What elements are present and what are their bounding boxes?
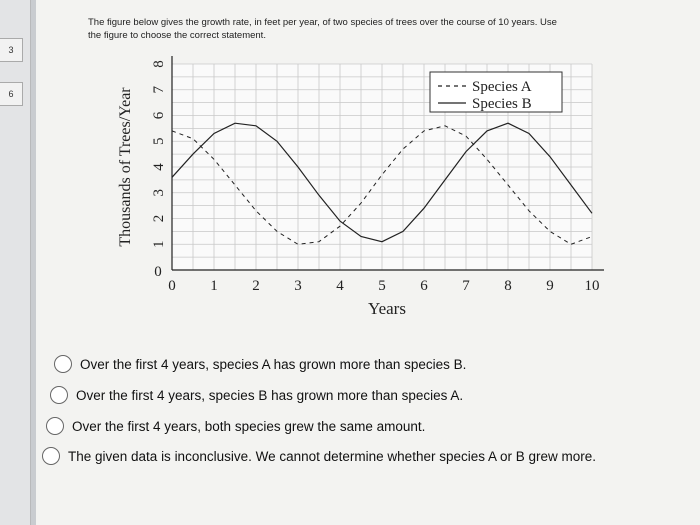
option-label: The given data is inconclusive. We cannot determine whether species A or B grew more. bbox=[68, 449, 597, 464]
option-label: Over the first 4 years, species B has grown more than species A. bbox=[76, 388, 464, 403]
radio-icon[interactable] bbox=[42, 447, 60, 465]
y-tick-label: 5 bbox=[151, 137, 167, 145]
legend-label: Species B bbox=[472, 96, 532, 112]
answer-option-b[interactable] bbox=[50, 385, 463, 406]
side-panel bbox=[0, 0, 31, 525]
y-tick-label: 8 bbox=[151, 60, 167, 68]
radio-icon[interactable] bbox=[54, 355, 72, 373]
legend-label: Species A bbox=[472, 79, 532, 95]
x-tick-label: 8 bbox=[504, 278, 512, 294]
x-axis-label: Years bbox=[368, 299, 406, 318]
tab-6[interactable]: 6 bbox=[0, 82, 23, 106]
x-tick-label: 1 bbox=[210, 278, 218, 294]
y-tick-label: 1 bbox=[151, 240, 167, 248]
question-page bbox=[36, 0, 700, 525]
question-text: The figure below gives the growth rate, in feet per year, of two species of trees over the course of 10 years. Use the figure to choose the correct statement. bbox=[88, 17, 557, 41]
y-tick-label: 7 bbox=[151, 86, 167, 94]
y-tick-label: 0 bbox=[154, 264, 162, 280]
answer-option-d[interactable] bbox=[42, 446, 602, 467]
y-tick-label: 3 bbox=[151, 189, 167, 197]
radio-icon[interactable] bbox=[46, 417, 64, 435]
legend bbox=[430, 72, 562, 112]
y-tick-label: 4 bbox=[151, 163, 167, 171]
x-tick-label: 5 bbox=[378, 278, 386, 294]
growth-chart bbox=[72, 50, 632, 340]
x-tick-label: 10 bbox=[584, 278, 600, 294]
x-tick-label: 0 bbox=[168, 278, 176, 294]
x-tick-label: 7 bbox=[462, 278, 470, 294]
x-tick-label: 3 bbox=[294, 278, 302, 294]
option-label: Over the first 4 years, both species grew the same amount. bbox=[72, 419, 426, 434]
x-tick-label: 6 bbox=[420, 278, 428, 294]
answer-option-a[interactable] bbox=[54, 354, 466, 375]
answer-option-c[interactable] bbox=[46, 416, 425, 437]
x-tick-label: 4 bbox=[336, 278, 344, 294]
radio-icon[interactable] bbox=[50, 386, 68, 404]
tab-3[interactable]: 3 bbox=[0, 38, 23, 62]
x-tick-label: 2 bbox=[252, 278, 260, 294]
option-label: Over the first 4 years, species A has grown more than species B. bbox=[80, 357, 467, 372]
y-axis-label: Thousands of Trees/Year bbox=[117, 87, 134, 247]
y-tick-label: 2 bbox=[151, 214, 167, 223]
y-tick-label: 6 bbox=[151, 111, 167, 120]
x-tick-label: 9 bbox=[546, 278, 554, 294]
